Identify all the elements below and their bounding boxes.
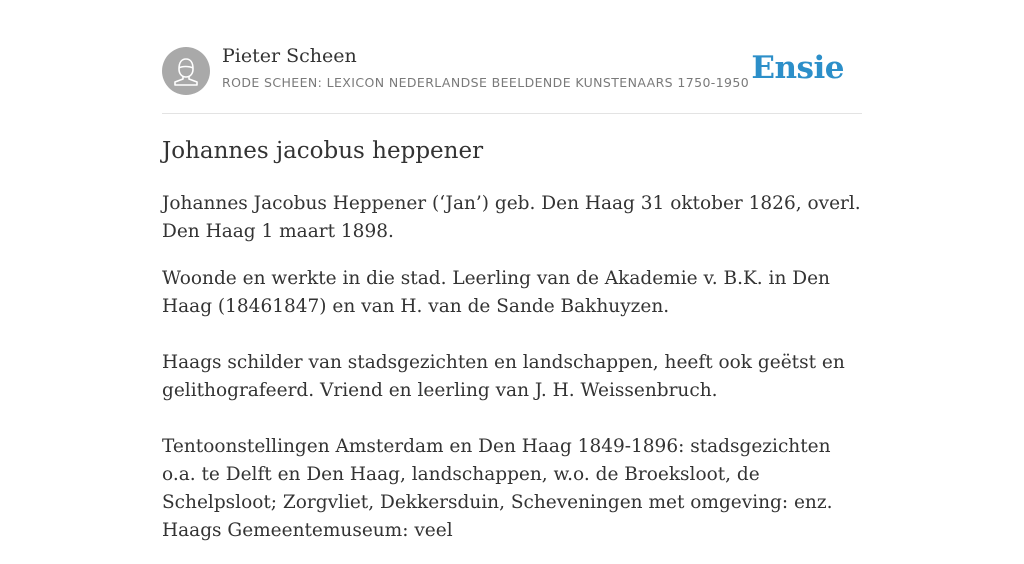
user-silhouette-icon <box>162 47 210 95</box>
author-name[interactable]: Pieter Scheen <box>222 45 357 67</box>
article-paragraph: Tentoonstellingen Amsterdam en Den Haag 1849-1896: stadsgezichten o.a. te Delft en Den Haag, landschappen, w.o. de Broeksloot, de Schelpsloot; Zorgvliet, Dekkersduin, Scheveningen met omgeving: enz. Haags Gemeentemuseum: veel <box>162 436 833 541</box>
article-paragraph: Woonde en werkte in die stad. Leerling van de Akademie v. B.K. in Den Haag (18461847) en van H. van de Sande Bakhuyzen. <box>162 268 830 317</box>
article-paragraph: Johannes Jacobus Heppener (‘Jan’) geb. Den Haag 31 oktober 1826, overl. Den Haag 1 maart 1898. <box>162 193 861 242</box>
article-paragraph: Haags schilder van stadsgezichten en landschappen, heeft ook geëtst en gelithografeerd. Vriend en leerling van J. H. Weissenbruch. <box>162 352 845 401</box>
ensie-logo[interactable]: Ensie <box>751 50 844 86</box>
article-header <box>162 0 862 114</box>
page-content <box>162 0 862 541</box>
article-body <box>162 190 862 564</box>
author-avatar[interactable] <box>162 47 210 95</box>
source-title[interactable]: RODE SCHEEN: LEXICON NEDERLANDSE BEELDENDE KUNSTENAARS 1750-1950 <box>222 75 750 90</box>
article-title: Johannes jacobus heppener <box>162 138 484 164</box>
